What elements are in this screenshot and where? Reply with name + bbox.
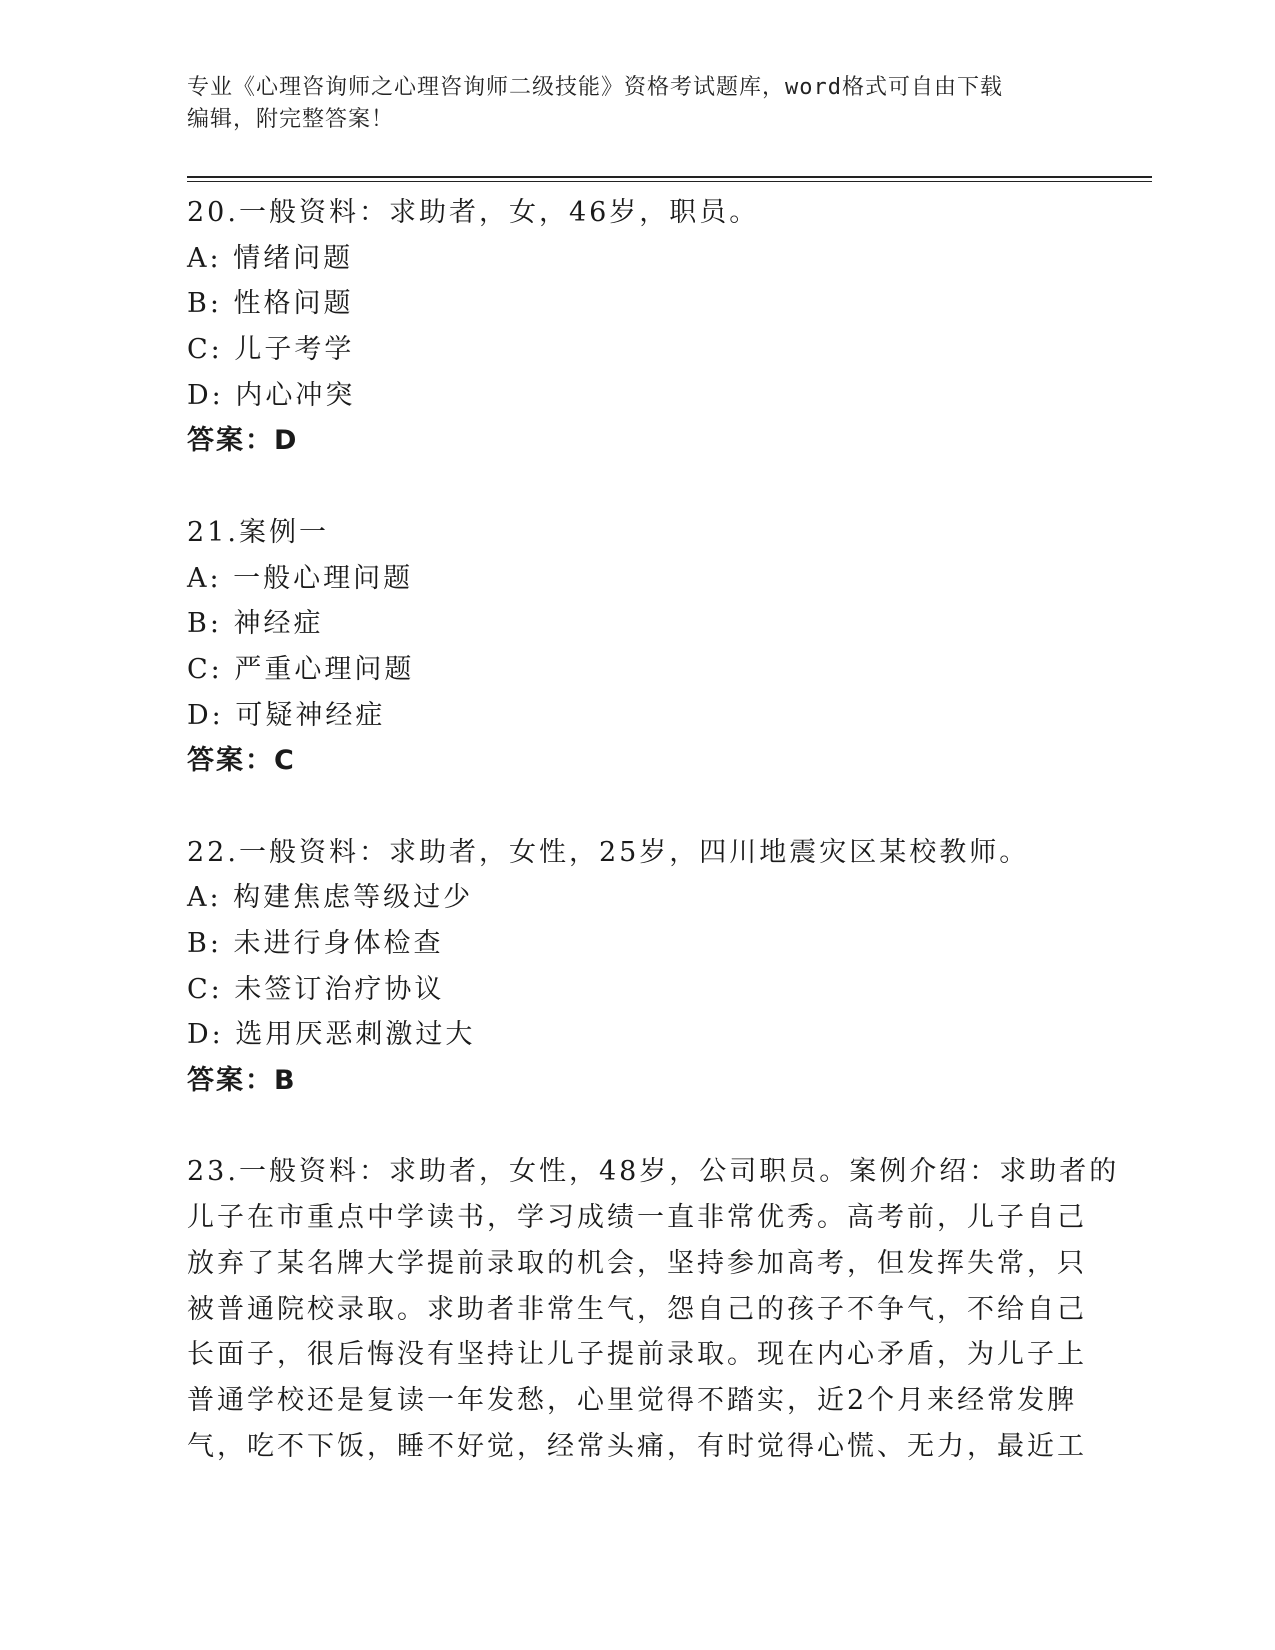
question-20 — [187, 190, 1087, 464]
question-stem-line: 儿子在市重点中学读书，学习成绩一直非常优秀。高考前，儿子自己 — [187, 1202, 1087, 1234]
question-stem-line: 23.一般资料：求助者，女性，48岁，公司职员。案例介绍：求助者的 — [187, 1156, 1120, 1188]
option-d: D: 可疑神经症 — [187, 699, 386, 731]
answer: 答案：B — [187, 1065, 297, 1097]
option-b: B: 神经症 — [187, 608, 324, 640]
option-a: A: 情绪问题 — [187, 242, 354, 274]
question-23 — [187, 1149, 1120, 1469]
header-rule-thick — [187, 176, 1152, 178]
spacer — [187, 1104, 1087, 1150]
header-line-2: 编辑，附完整答案！ — [187, 107, 395, 132]
document-header — [187, 72, 1067, 136]
option-a: A: 构建焦虑等级过少 — [187, 882, 474, 914]
option-c: C: 未签订治疗协议 — [187, 973, 445, 1005]
option-b: B: 未进行身体检查 — [187, 928, 444, 959]
spacer — [187, 784, 1087, 830]
option-c: C: 严重心理问题 — [187, 653, 415, 685]
question-stem-line: 长面子，很后悔没有坚持让儿子提前录取。现在内心矛盾，为儿子上 — [187, 1339, 1087, 1371]
question-stem-line: 被普通院校录取。求助者非常生气，怨自己的孩子不争气，不给自己 — [187, 1293, 1087, 1325]
option-c: C: 儿子考学 — [187, 334, 355, 366]
option-b: B: 性格问题 — [187, 288, 354, 320]
spacer — [187, 464, 1087, 510]
option-d: D: 选用厌恶刺激过大 — [187, 1019, 476, 1051]
option-d: D: 内心冲突 — [187, 379, 356, 411]
question-stem-line: 普通学校还是复读一年发愁，心里觉得不踏实，近2个月来经常发脾 — [187, 1384, 1078, 1416]
question-stem-line: 放弃了某名牌大学提前录取的机会，坚持参加高考，但发挥失常，只 — [187, 1247, 1087, 1279]
question-stem: 22.一般资料：求助者，女性，25岁，四川地震灾区某校教师。 — [187, 836, 1030, 868]
question-22 — [187, 830, 1087, 1104]
answer: 答案：D — [187, 425, 299, 457]
header-rule-thin — [187, 181, 1152, 182]
question-stem: 21.案例一 — [187, 516, 329, 548]
question-list — [187, 190, 1120, 1469]
question-stem: 20.一般资料：求助者，女，46岁，职员。 — [187, 197, 760, 228]
header-line-1: 专业《心理咨询师之心理咨询师二级技能》资格考试题库，word格式可自由下载 — [187, 75, 1003, 100]
question-21 — [187, 510, 1087, 784]
answer: 答案：C — [187, 745, 296, 777]
option-a: A: 一般心理问题 — [187, 562, 414, 594]
question-stem-line: 气，吃不下饭，睡不好觉，经常头痛，有时觉得心慌、无力，最近工 — [187, 1430, 1087, 1462]
